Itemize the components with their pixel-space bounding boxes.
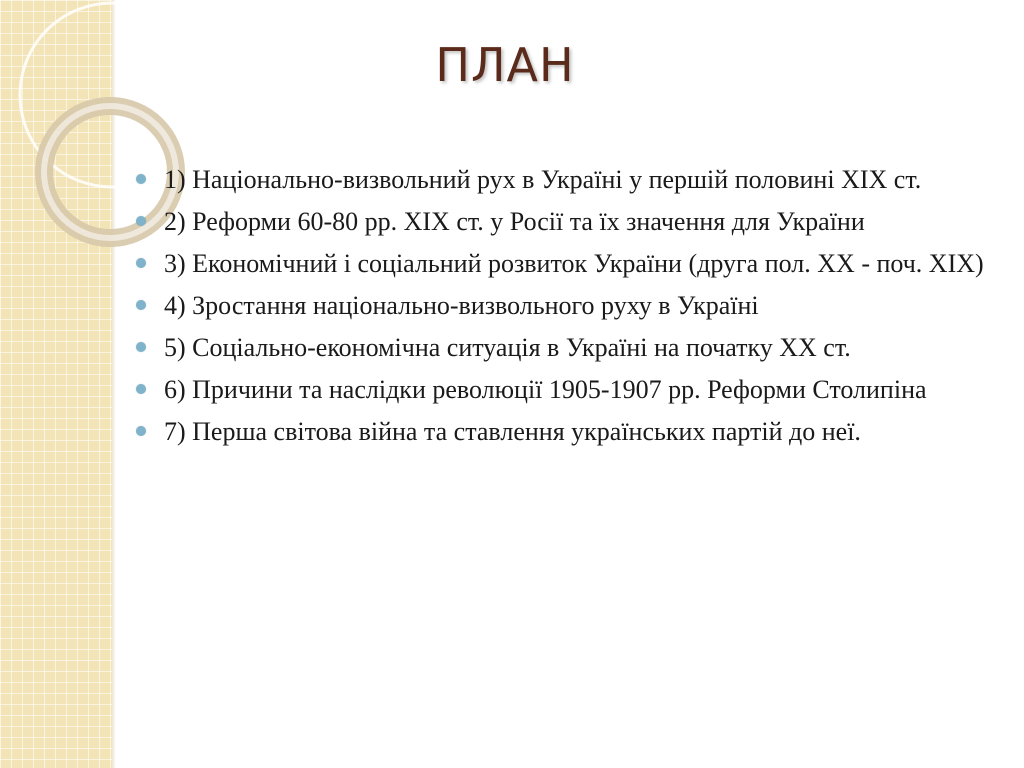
bullet-dot-icon [136,342,146,352]
plan-item [134,248,994,280]
plan-item [134,332,994,364]
plan-item-text: 5) Соціально-економічна ситуація в Україні на початку XX ст. [164,333,851,362]
plan-item-text: 7) Перша світова війна та ставлення українських партій до неї. [164,417,861,446]
plan-item [134,164,994,196]
bullet-dot-icon [136,300,146,310]
plan-item [134,374,994,406]
plan-item-text: 6) Причини та наслідки революції 1905-1907 рр. Реформи Столипіна [164,375,927,404]
plan-item-text: 1) Національно-визвольний рух в Україні у першій половині XIX ст. [164,165,922,194]
plan-item [134,416,994,448]
bullet-dot-icon [136,258,146,268]
bullet-dot-icon [136,216,146,226]
bullet-dot-icon [136,174,146,184]
plan-item-text: 2) Реформи 60-80 рр. XIX ст. у Росії та їх значення для України [164,207,865,236]
bullet-dot-icon [136,426,146,436]
slide-title: ПЛАН [435,38,575,92]
plan-item [134,206,994,238]
plan-item-text: 3) Економічний і соціальний розвиток України (друга пол. XX - поч. XIX) [164,249,984,278]
plan-item [134,290,994,322]
bullet-dot-icon [136,384,146,394]
plan-list [134,164,994,458]
plan-item-text: 4) Зростання національно-визвольного руху в Україні [164,291,759,320]
